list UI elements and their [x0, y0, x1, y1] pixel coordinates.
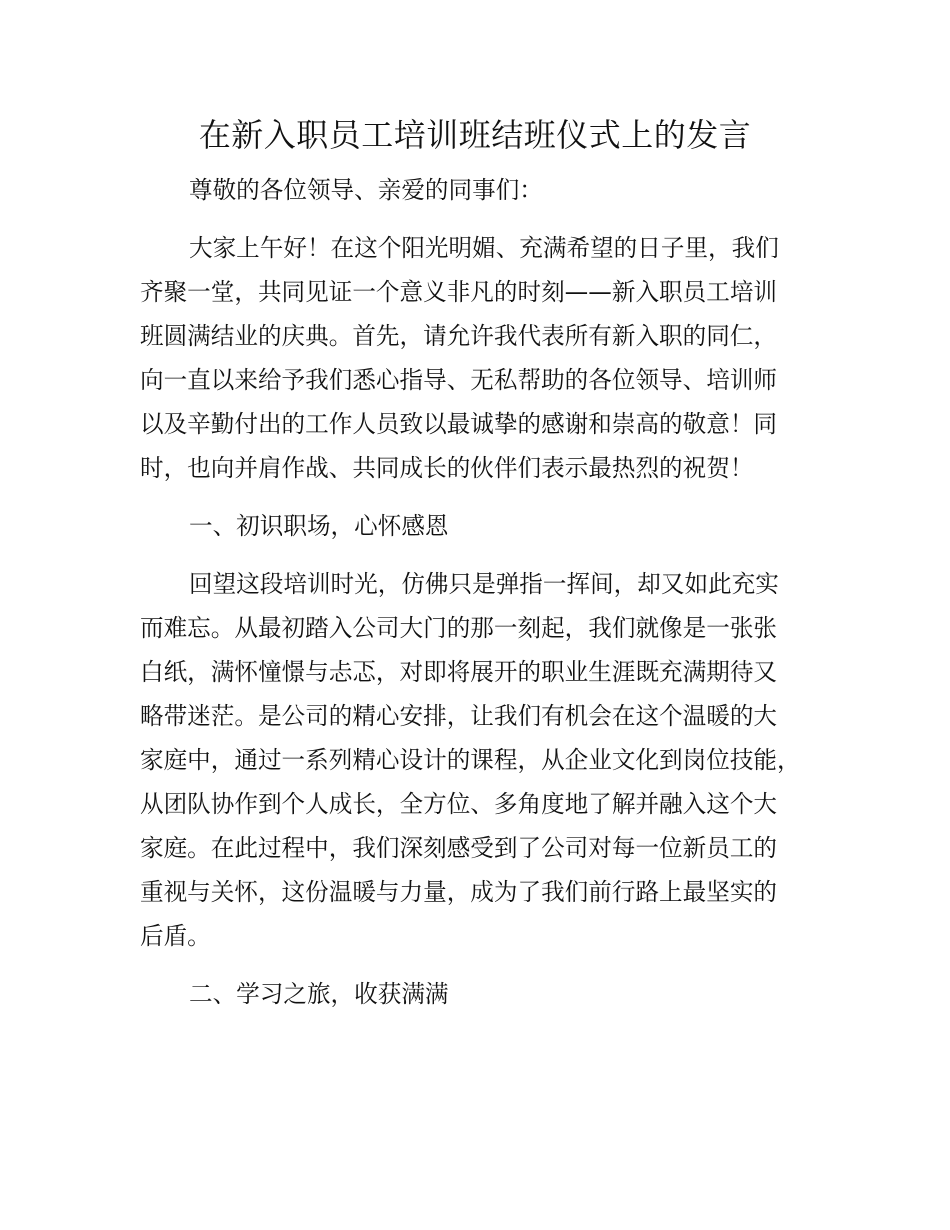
paragraph-line: 向一直以来给予我们悉心指导、无私帮助的各位领导、培训师	[140, 366, 778, 394]
paragraph-line: 大家上午好！在这个阳光明媚、充满希望的日子里，我们	[189, 234, 779, 262]
paragraph-opening	[140, 226, 820, 490]
document-body	[140, 168, 820, 1016]
paragraph-line: 家庭中，通过一系列精心设计的课程，从企业文化到岗位技能，	[140, 746, 801, 774]
paragraph-line: 家庭。在此过程中，我们深刻感受到了公司对每一位新员工的	[140, 834, 778, 862]
paragraph-line: 而难忘。从最初踏入公司大门的那一刻起，我们就像是一张张	[140, 614, 778, 642]
paragraph-line: 从团队协作到个人成长，全方位、多角度地了解并融入这个大	[140, 790, 778, 818]
document-title: 在新入职员工培训班结班仪式上的发言	[198, 116, 752, 154]
paragraph-line: 以及辛勤付出的工作人员致以最诚挚的感谢和崇高的敬意！同	[140, 410, 778, 438]
section-heading-1: 一、初识职场，心怀感恩	[189, 512, 449, 540]
paragraph-section-1	[140, 562, 820, 958]
paragraph-line: 白纸，满怀憧憬与忐忑，对即将展开的职业生涯既充满期待又	[140, 658, 778, 686]
paragraph-line: 回望这段培训时光，仿佛只是弹指一挥间，却又如此充实	[189, 570, 779, 598]
paragraph-line: 重视与关怀，这份温暖与力量，成为了我们前行路上最坚实的	[140, 878, 778, 906]
salutation: 尊敬的各位领导、亲爱的同事们：	[189, 176, 543, 204]
paragraph-line: 班圆满结业的庆典。首先，请允许我代表所有新入职的同仁，	[140, 322, 778, 350]
paragraph-line: 齐聚一堂，共同见证一个意义非凡的时刻——新入职员工培训	[140, 278, 778, 306]
paragraph-line: 时，也向并肩作战、共同成长的伙伴们表示最热烈的祝贺！	[140, 454, 754, 482]
section-heading-2: 二、学习之旅，收获满满	[189, 980, 449, 1008]
paragraph-line: 略带迷茫。是公司的精心安排，让我们有机会在这个温暖的大	[140, 702, 778, 730]
paragraph-line: 后盾。	[140, 922, 211, 950]
